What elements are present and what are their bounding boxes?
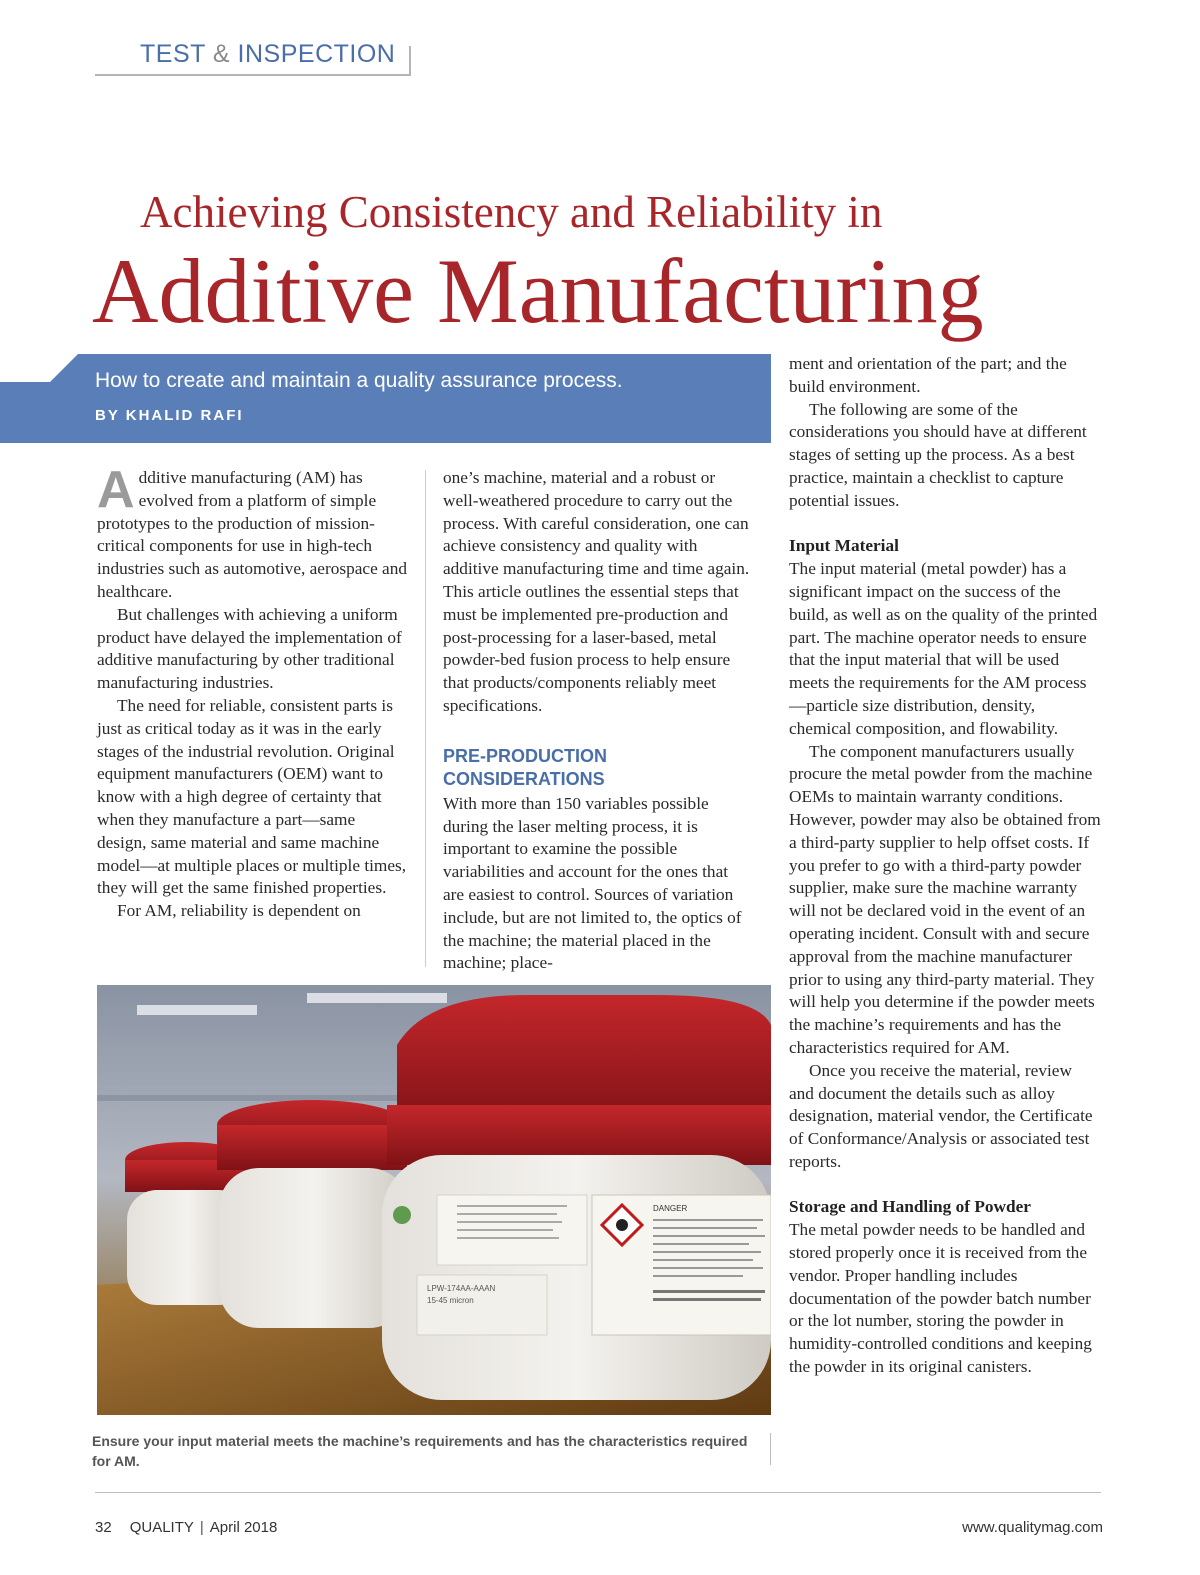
subheading-input-material: Input Material	[789, 536, 899, 556]
section-word-2: INSPECTION	[237, 40, 396, 68]
paragraph: But challenges with achieving a uniform product have delayed the implementation of additive manufacturing by other traditional manufacturing industries.	[97, 604, 402, 693]
paragraph: The metal powder needs to be handled and stored properly once it is received from the vendor. Proper handling includes documentation of the powder batch number or the lot number, storing the powder in humidity-controlled conditions and keeping the powder in its original canisters.	[789, 1220, 1092, 1377]
paragraph-intro-text: dditive manufacturing (AM) has evolved from a platform of simple prototypes to the production of mission-critical components for use in high-tech industries such as automotive, aerospace and healthcare.	[97, 468, 408, 601]
section-heading-pre-production	[443, 745, 753, 791]
footer-url[interactable]: www.qualitymag.com	[962, 1519, 1103, 1536]
paragraph: The following are some of the considerations you should have at different stages of setting up the process. As a best practice, maintain a checklist to capture potential issues.	[789, 399, 1087, 510]
issue-date: April 2018	[209, 1519, 278, 1536]
section-word-1: TEST	[140, 40, 206, 68]
deck-banner	[0, 354, 771, 443]
footer-rule	[95, 1492, 1101, 1493]
section-rule-horizontal	[95, 74, 411, 76]
page-number: 32	[95, 1519, 112, 1536]
headline-kicker: Achieving Consistency and Reliability in	[140, 187, 883, 237]
column-2	[443, 467, 753, 975]
magazine-name: QUALITY	[129, 1519, 194, 1536]
photo-label-code: LPW-174AA-AAAN	[427, 1284, 496, 1293]
drop-cap: A	[97, 461, 135, 519]
photo-label-danger: DANGER	[653, 1204, 688, 1213]
photo-caption: Ensure your input material meets the machine’s requirements and has the characteristics required for AM.	[92, 1433, 748, 1469]
paragraph: With more than 150 variables possible during the laser melting process, it is important to examine the possible variabilities and account for the ones that are easiest to control. Sources of variation include, but are not limited to, the optics of the machine; the material placed in the machine; place-	[443, 793, 742, 973]
caption-divider	[770, 1433, 771, 1465]
deck-subtitle: How to create and maintain a quality assurance process.	[95, 369, 623, 392]
paragraph: one’s machine, material and a robust or well-weathered procedure to carry out the process. With careful consideration, one can achieve consistency and quality with additive manufacturing time and time again. This article outlines the essential steps that must be implemented pre-production and post-processing for a laser-based, metal powder-bed fusion process to help ensure that products/components reliably meet specifications.	[443, 468, 750, 715]
headline-main: Additive Manufacturing	[92, 240, 984, 342]
paragraph: ment and orientation of the part; and the build environment.	[789, 354, 1067, 396]
column-1	[97, 461, 408, 923]
column-divider	[425, 470, 426, 967]
paragraph: The component manufacturers usually procure the metal powder from the machine OEMs to maintain warranty conditions. However, powder may also be obtained from a third-party supplier to help offset costs. If you prefer to go with a third-party powder supplier, make sure the machine warranty will not be declared void in the event of an operating incident. Consult with and secure approval from the machine manufacturer prior to using any third-party material. They will help you determine if the powder meets the machine’s requirements and has the characteristics required for AM.	[789, 741, 1101, 1057]
paragraph: Once you receive the material, review and document the details such as alloy designation, material vendor, the Certificate of Conformance/Analysis or associated test reports.	[789, 1060, 1093, 1171]
footer-folio	[95, 1519, 277, 1536]
paragraph: The need for reliable, consistent parts is just as critical today as it was in the early stages of the industrial revolution. Original equipment manufacturers (OEM) want to know with a high degree of certainty that when they manufacture a part—same design, same material and same machine model—at multiple places or multiple times, they will get the same finished properties.	[97, 695, 407, 898]
heading-line-1: PRE-PRODUCTION	[443, 745, 608, 766]
section-ampersand: &	[212, 40, 231, 68]
subheading-storage-handling: Storage and Handling of Powder	[789, 1197, 1031, 1217]
paragraph: For AM, reliability is dependent on	[117, 901, 361, 921]
section-rule-vertical	[409, 46, 411, 76]
paragraph-intro	[97, 461, 408, 604]
column-3	[789, 353, 1101, 1379]
byline: BY KHALID RAFI	[95, 407, 244, 424]
footer-separator: |	[199, 1519, 204, 1536]
heading-line-2: CONSIDERATIONS	[443, 768, 605, 789]
section-label	[140, 40, 395, 69]
photo-label-size: 15-45 micron	[427, 1296, 474, 1305]
paragraph: The input material (metal powder) has a significant impact on the success of the build, as well as on the quality of the printed part. The machine operator needs to ensure that the input material that will be used meets the requirements for the AM process—particle size distribution, density, chemical composition, and flowability.	[789, 559, 1098, 738]
photo-powder-canisters	[97, 985, 771, 1415]
